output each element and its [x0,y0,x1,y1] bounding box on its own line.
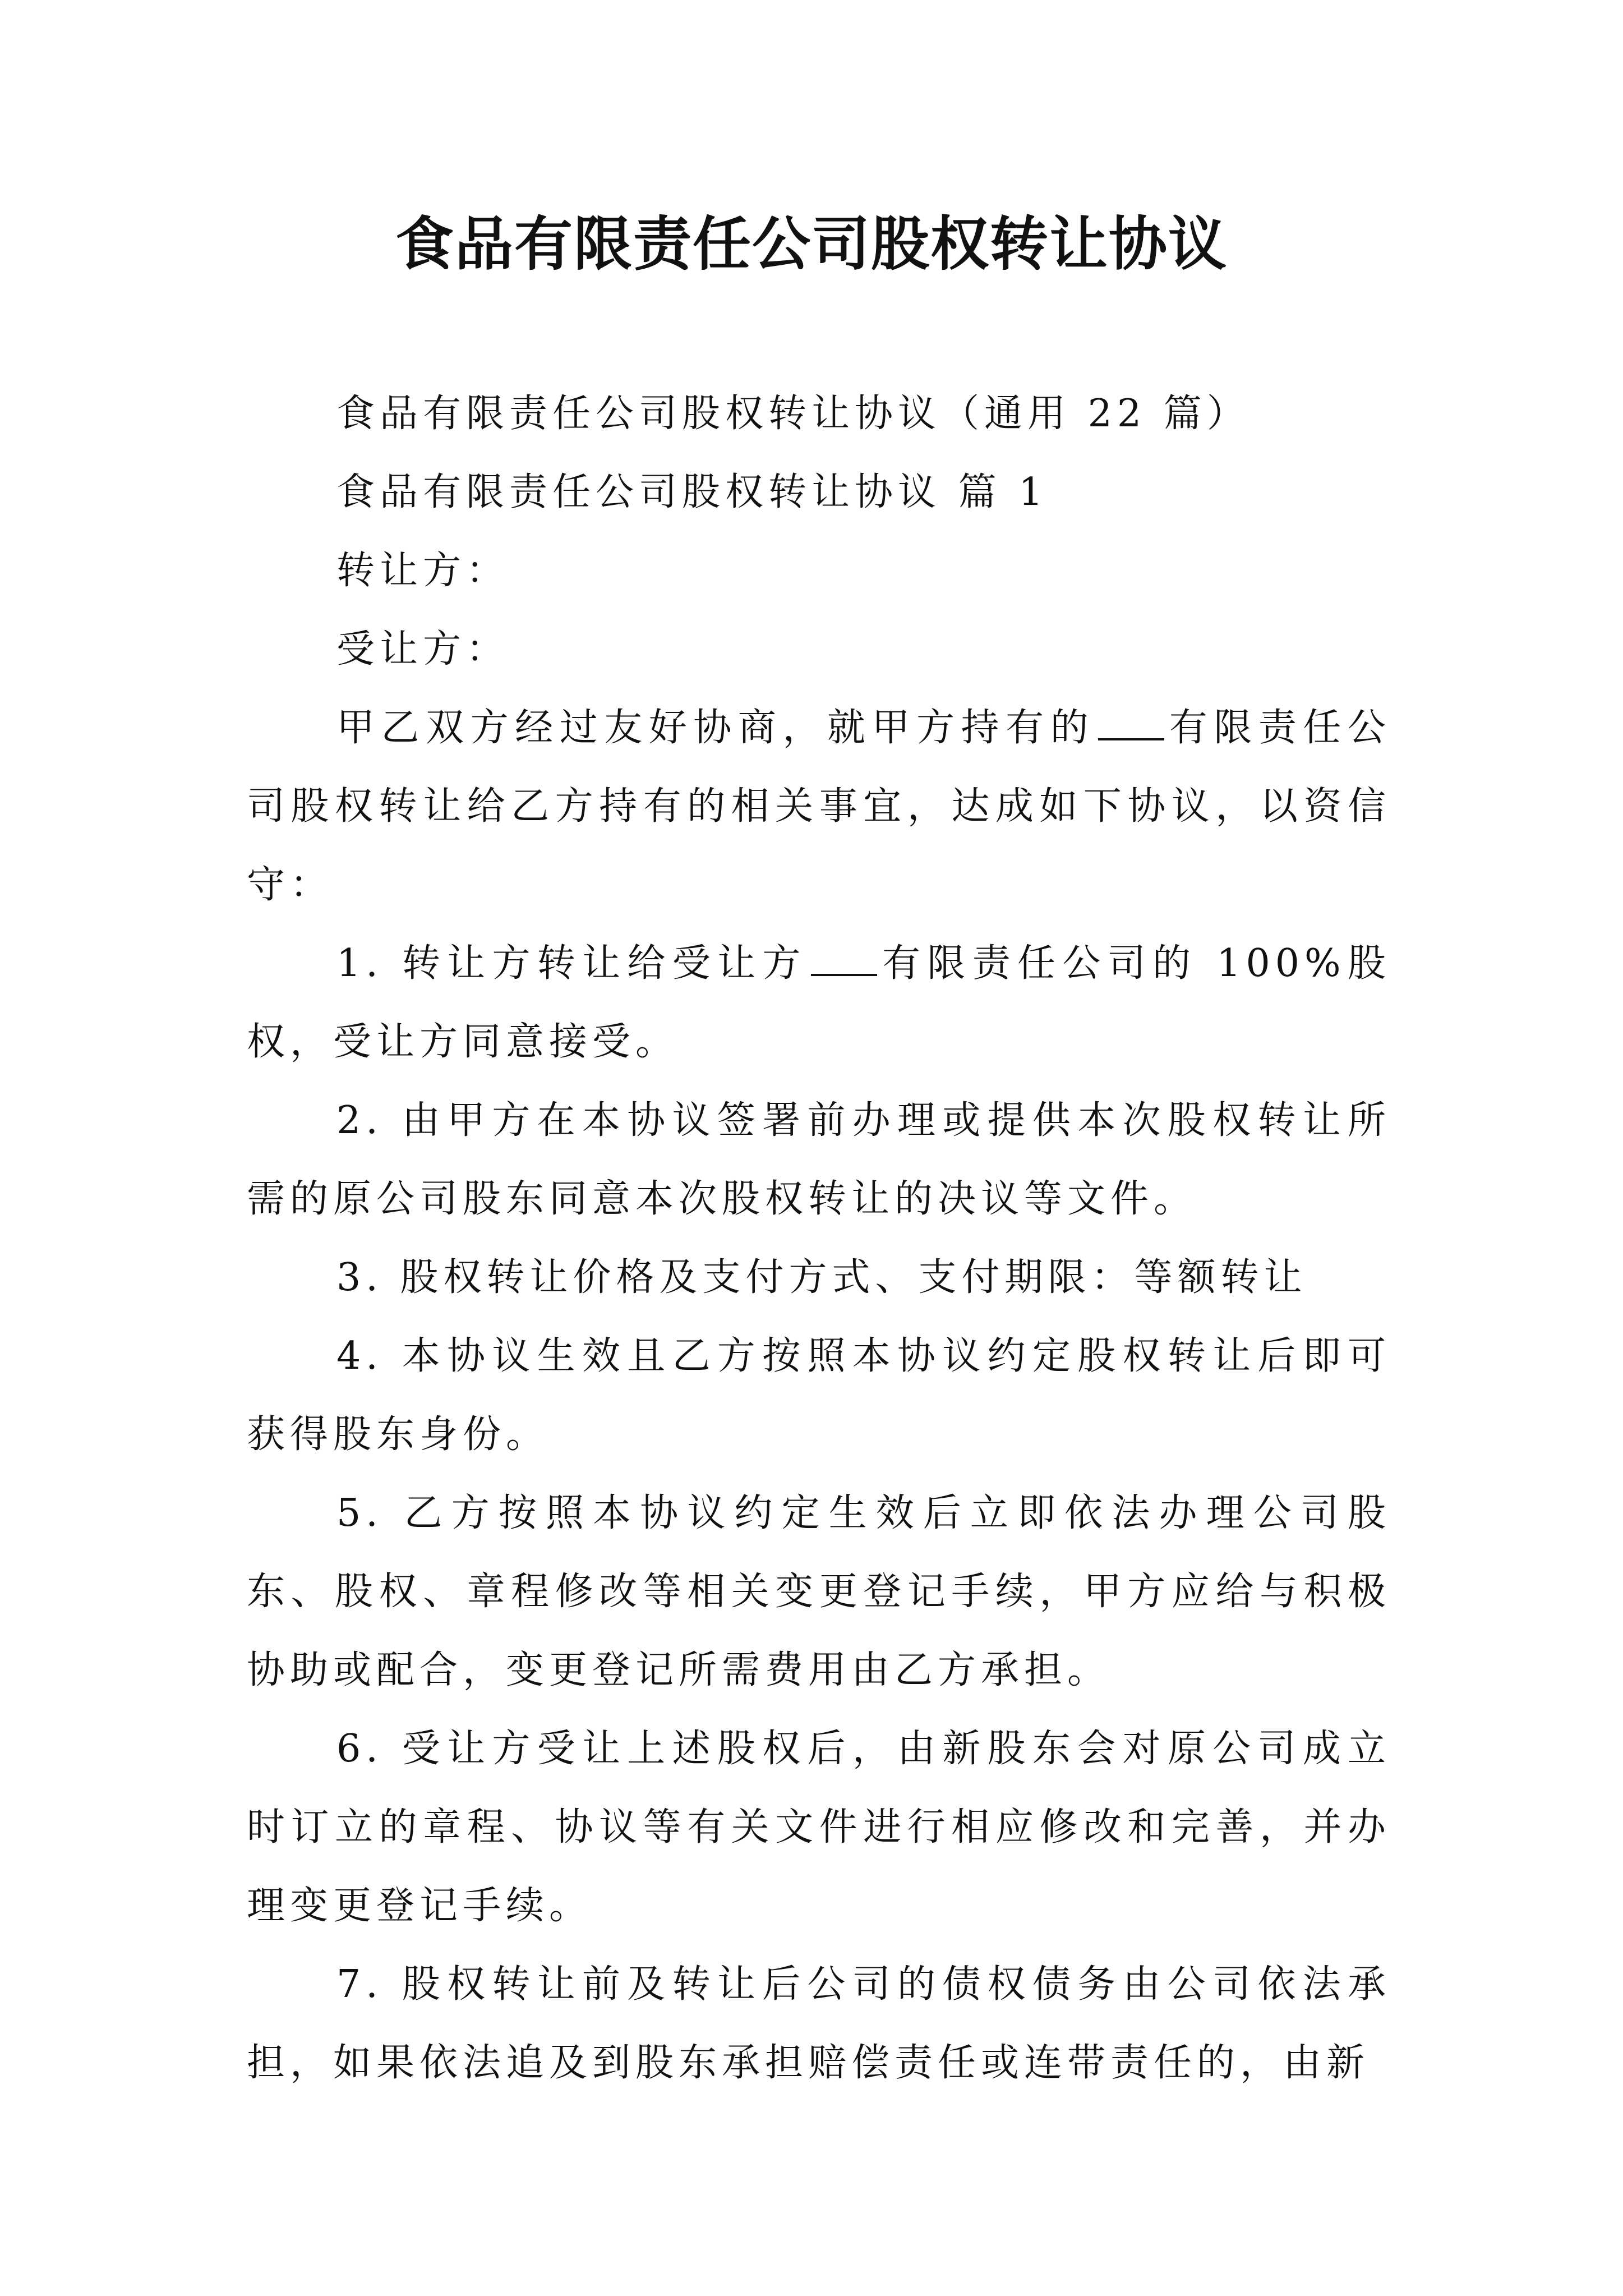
clause-1-end: 有限责任公司的 100%股权，受让方同意接受。 [247,941,1391,1064]
document-body [247,375,1391,2102]
blank-field [1098,706,1164,740]
transferee-label: 受让方： [336,627,510,671]
transferor-label: 转让方： [336,549,510,593]
intro-text-end: 有限责任公司股权转让给乙方持有的相关事宜，达成如下协议，以资信守： [247,706,1391,907]
clause-7: 7. 股权转让前及转让后公司的债权债务由公司依法承担，如果依法追及到股东承担赔偿责任或连带责任的，由新 [247,1962,1391,2085]
section-heading: 食品有限责任公司股权转让协议 篇 1 [336,470,1048,514]
clause-1-start: 1. 转让方转让给受让方 [336,941,808,986]
intro-text-start: 甲乙双方经过友好协商，就甲方持有的 [336,706,1095,750]
subtitle: 食品有限责任公司股权转让协议（通用 22 篇） [336,392,1250,436]
clause-5: 5. 乙方按照本协议约定生效后立即依法办理公司股东、股权、章程修改等相关变更登记手续，甲方应给与积极协助或配合，变更登记所需费用由乙方承担。 [247,1491,1391,1692]
clause-6: 6. 受让方受让上述股权后，由新股东会对原公司成立时订立的章程、协议等有关文件进行相应修改和完善，并办理变更登记手续。 [247,1727,1391,1928]
intro-paragraph [247,689,1391,924]
clause-2: 2. 由甲方在本协议签署前办理或提供本次股权转让所需的原公司股东同意本次股权转让的决议等文件。 [247,1098,1391,1221]
blank-field [811,941,877,976]
clause-3: 3. 股权转让价格及支付方式、支付期限：等额转让 [336,1255,1307,1300]
clause-1 [247,924,1391,1082]
document-title: 食品有限责任公司股权转让协议 [395,210,1228,278]
clause-4: 4. 本协议生效且乙方按照本协议约定股权转让后即可获得股东身份。 [247,1334,1391,1457]
